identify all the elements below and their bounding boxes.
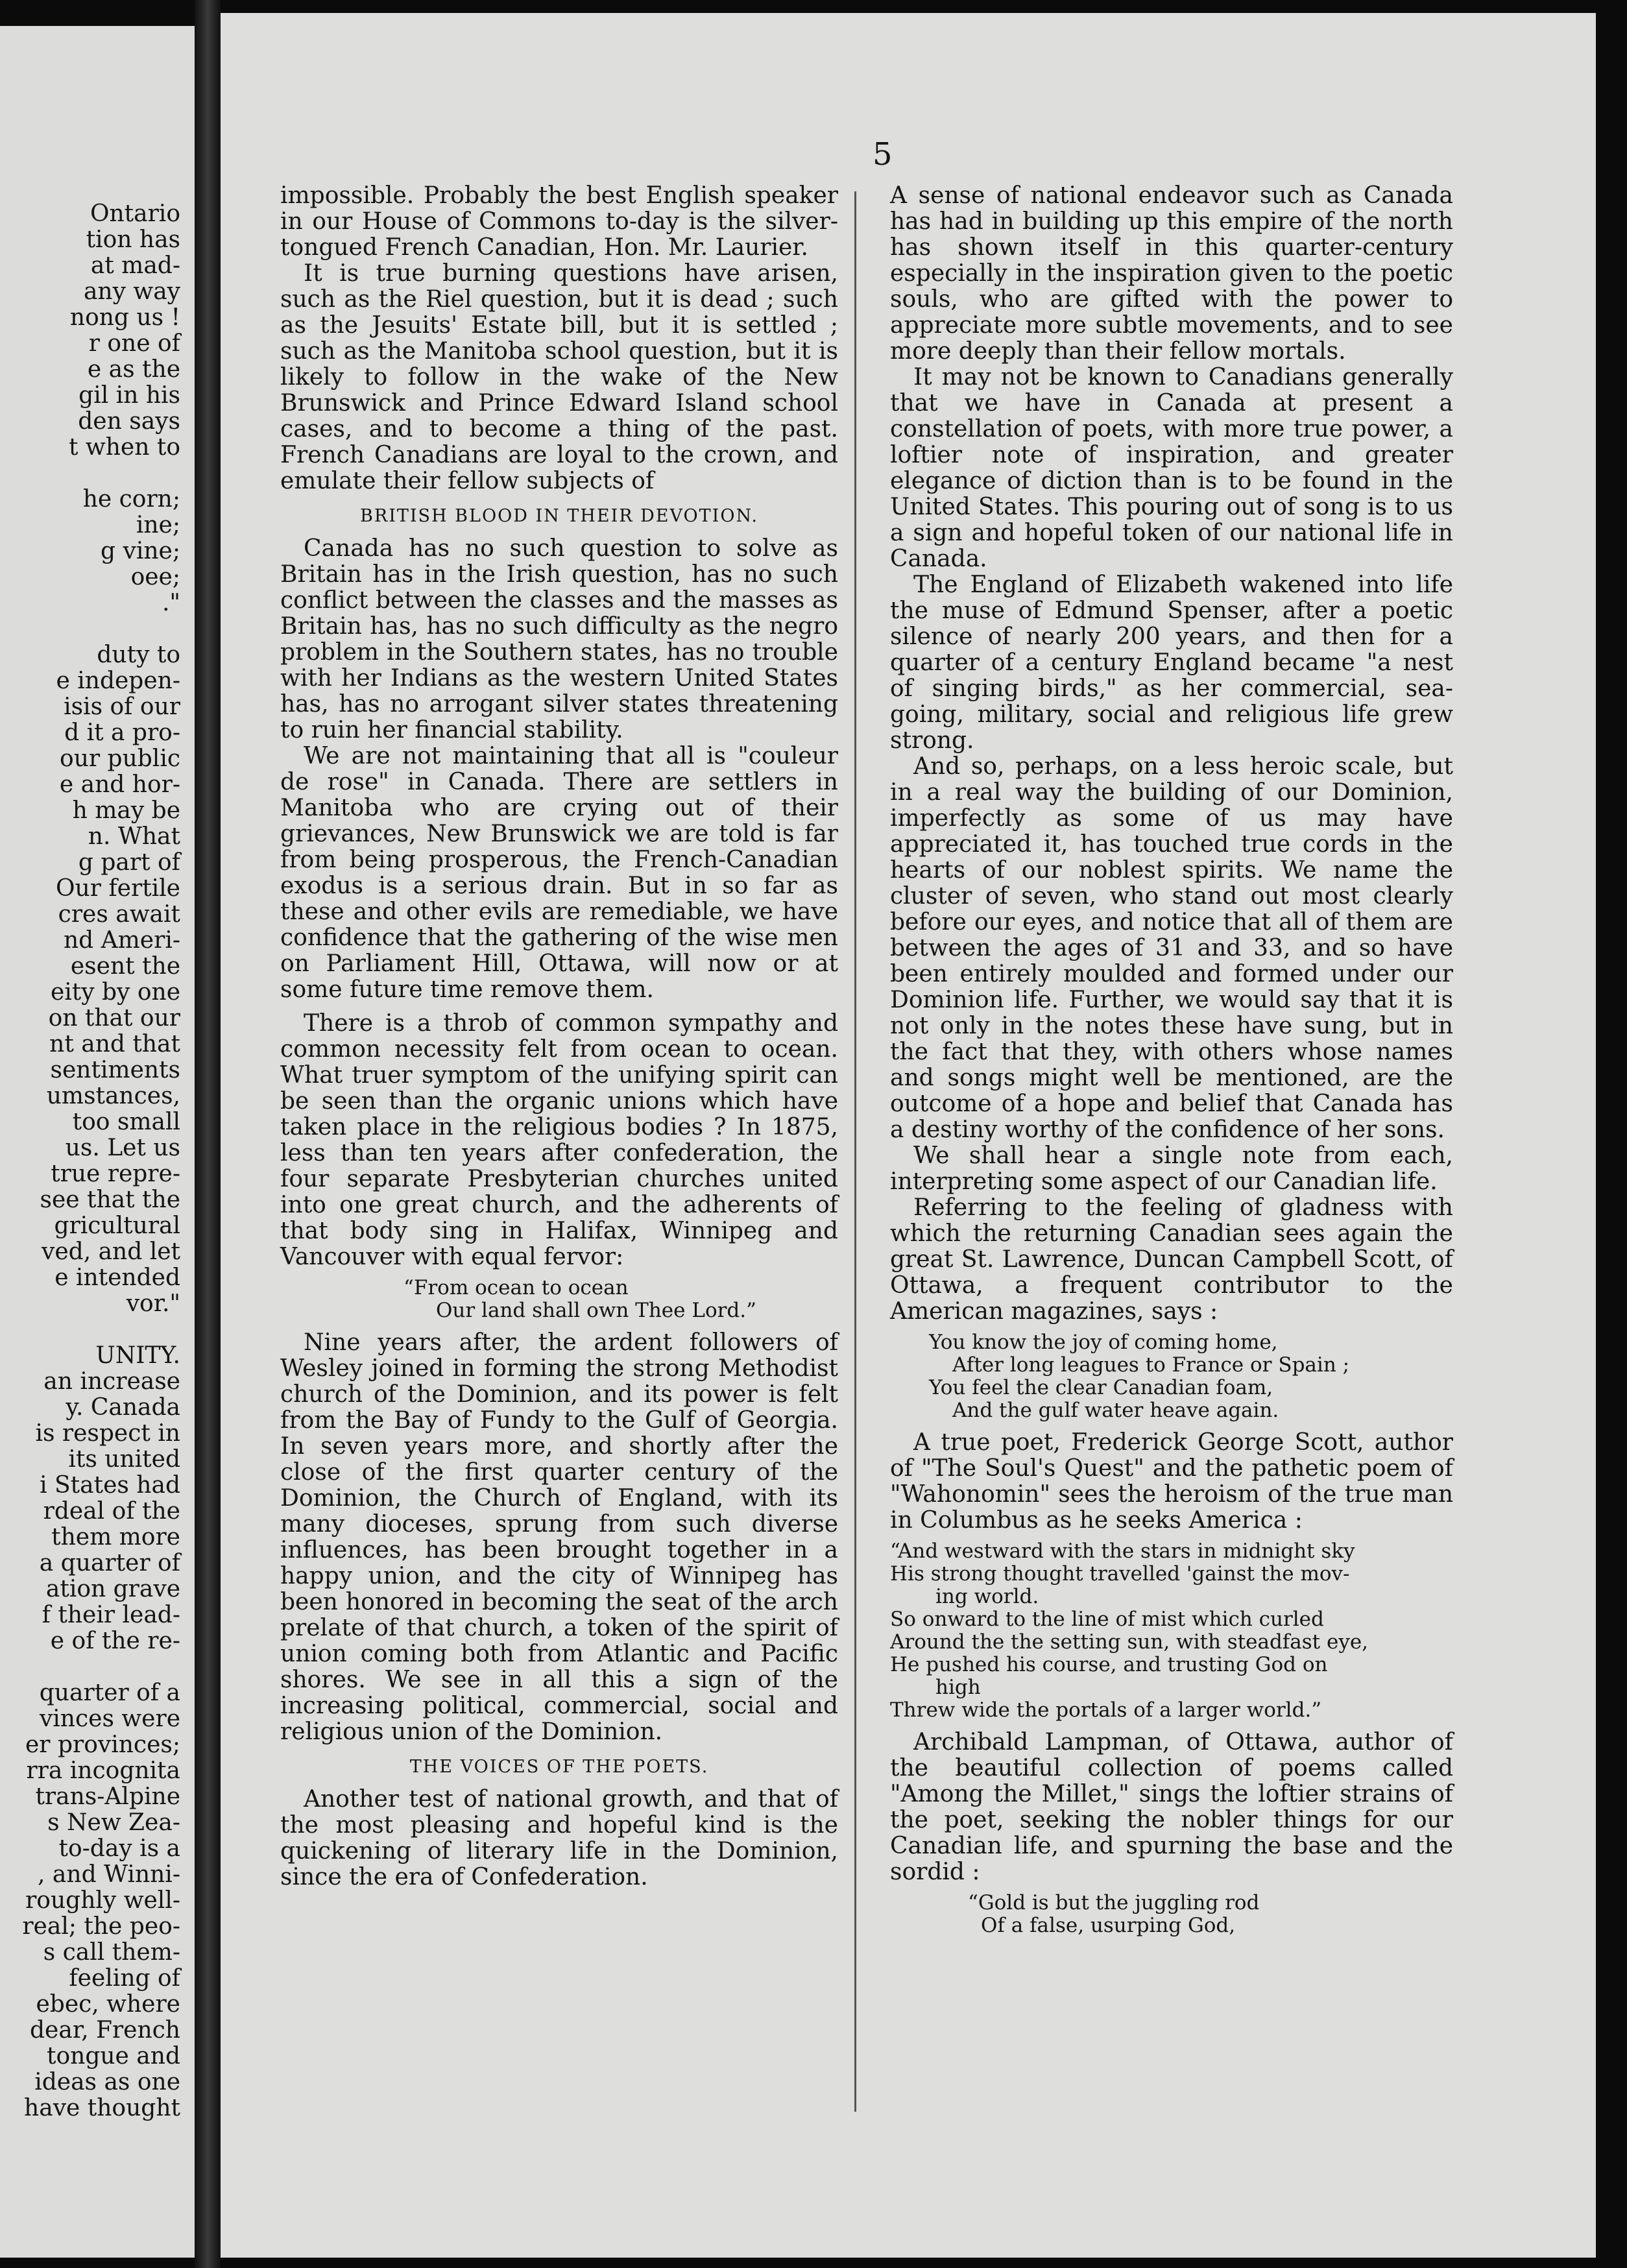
- text-line: isis of our: [64, 694, 180, 720]
- text-line: an increase: [43, 1368, 180, 1395]
- text-line: dear, French: [30, 2017, 180, 2044]
- text-line: r one of: [88, 330, 180, 357]
- text-line: real; the peo-: [22, 1913, 180, 1940]
- section-heading: THE VOICES OF THE POETS.: [409, 1757, 709, 1777]
- text-line: them more: [51, 1524, 180, 1550]
- text-line: tion has: [86, 226, 180, 253]
- text-line: e of the re-: [50, 1628, 180, 1654]
- paragraph: A true poet, Frederick George Scott, author of "The Soul's Quest" and the pathetic poem of "Wahonomin" sees the heroism of the true man in Columbus as he seeks America :: [890, 1429, 1453, 1534]
- text-line: er provinces;: [25, 1731, 180, 1758]
- text-line: ved, and let: [42, 1238, 180, 1265]
- text-line: at mad-: [90, 252, 180, 279]
- verse-line: Threw wide the portals of a larger world.”: [890, 1698, 1322, 1722]
- verse-line: Of a false, usurping God,: [981, 1914, 1236, 1937]
- verse-line: And the gulf water heave again.: [952, 1399, 1279, 1422]
- page: [221, 13, 1596, 2258]
- line-gap: [0, 616, 180, 642]
- text-line: is respect in: [35, 1420, 180, 1447]
- line-gap: [0, 1654, 180, 1680]
- paragraph: Referring to the feeling of gladness with which the returning Canadian sees again the great St. Lawrence, Duncan Campbell Scott, of Ottawa, a frequent contributor to the American magazines, says :: [890, 1194, 1453, 1325]
- text-line: have thought: [24, 2095, 180, 2121]
- paragraph: impossible. Probably the best English speaker in our House of Commons to-day is the silver-tongued French Canadian, Hon. Mr. Laurier.: [280, 182, 838, 261]
- verse-line: He pushed his course, and trusting God on: [890, 1653, 1328, 1676]
- paragraph: A sense of national endeavor such as Canada has had in building up this empire of the north has shown itself in this quarter-century especially in the inspiration given to the poetic souls, who are gifted with the power to appreciate more subtle movements, and to see more deeply than their fellow mortals.: [890, 182, 1453, 365]
- verse-line: After long leagues to France or Spain ;: [952, 1353, 1350, 1377]
- text-line: duty to: [97, 642, 180, 668]
- text-line: ine;: [136, 512, 180, 538]
- text-line: d it a pro-: [64, 719, 180, 746]
- text-line: trans-Alpine: [35, 1783, 180, 1810]
- text-line: ideas as one: [34, 2069, 180, 2095]
- column-left: [280, 183, 838, 1890]
- text-line: too small: [72, 1109, 180, 1135]
- text-line: umstances,: [46, 1083, 180, 1109]
- text-line: any way: [83, 278, 180, 305]
- text-line: s New Zea-: [47, 1809, 180, 1836]
- verse-quote: [280, 1277, 838, 1322]
- verse-line: His strong thought travelled 'gainst the mov-: [890, 1562, 1350, 1586]
- verse-quote: [890, 1892, 1453, 1937]
- paragraph: We are not maintaining that all is "couleur de rose" in Canada. There are settlers in Manitoba who are crying out of their grievances, New Brunswick we are told is far from being prosperous, the French-Canadian exodus is a serious drain. But in so far as these and other evils are remediable, we have confidence that the gathering of the wise men on Parliament Hill, Ottawa, will now or at some future time remove them.: [280, 743, 838, 1003]
- paragraph: It is true burning questions have arisen, such as the Riel question, but it is dead ; such as the Jesuits' Estate bill, but it is settled ; such as the Manitoba school question, but it is likely to follow in the wake of the New Brunswick and Prince Edward Island school cases, and to become a thing of the past. French Canadians are loyal to the crown, and emulate their fellow subjects of: [280, 260, 838, 494]
- text-line: quarter of a: [39, 1680, 180, 1706]
- text-line: g part of: [78, 849, 180, 876]
- text-line: nd Ameri-: [64, 927, 180, 954]
- page-number: 5: [873, 136, 893, 173]
- text-line: sentiments: [50, 1057, 180, 1083]
- text-line: e intended: [54, 1264, 180, 1291]
- text-line: vinces were: [39, 1706, 180, 1732]
- text-line: ebec, where: [36, 1991, 180, 2018]
- text-line: tongue and: [47, 2043, 180, 2069]
- paragraph: And so, perhaps, on a less heroic scale, but in a real way the building of our Dominion, imperfectly as some of us may have appreciated it, has touched true cords in the hearts of our noblest spirits. We name the cluster of seven, who stand out most clearly before our eyes, and notice that all of them are between the ages of 31 and 33, and so have been entirely moulded and formed under our Dominion life. Further, we would say that it is not only in the notes these have sung, but in the fact that they, with others whose names and songs might well be mentioned, are the outcome of a hope and belief that Canada has a destiny worthy of the confidence of her sons.: [890, 753, 1453, 1143]
- previous-page-column: [0, 201, 180, 2121]
- text-line: t when to: [69, 434, 180, 461]
- text-line: nong us !: [69, 304, 180, 331]
- text-line: UNITY.: [95, 1342, 180, 1369]
- text-line: cres await: [58, 901, 180, 928]
- book-gutter: [195, 0, 221, 2268]
- text-line: e as the: [87, 356, 180, 383]
- text-line: feeling of: [69, 1965, 180, 1992]
- text-line: g vine;: [101, 538, 180, 564]
- text-line: on that our: [48, 1005, 180, 1031]
- text-line: i States had: [40, 1472, 180, 1499]
- verse-line: Our land shall own Thee Lord.”: [436, 1299, 756, 1322]
- paragraph: Nine years after, the ardent followers of Wesley joined in forming the strong Methodist church of the Dominion, and its power is felt from the Bay of Fundy to the Gulf of Georgia. In seven years more, and shortly after the close of the first quarter century of the Dominion, the Church of England, with its many dioceses, sprung from such diverse influences, has been brought together in a happy union, and the city of Winnipeg has been honored in becoming the seat of the arch prelate of that church, a token of the spirit of union coming both from Atlantic and Pacific shores. We see in all this a sign of the increasing political, commercial, social and religious union of the Dominion.: [280, 1329, 838, 1745]
- text-line: gil in his: [78, 382, 180, 409]
- text-line: true repre-: [51, 1161, 180, 1187]
- text-line: Our fertile: [56, 875, 180, 902]
- text-line: .": [162, 590, 180, 616]
- verse-line: You feel the clear Canadian foam,: [929, 1376, 1273, 1399]
- scan-border: [1596, 0, 1627, 2268]
- paragraph: Another test of national growth, and that of the most pleasing and hopeful kind is the quickening of literary life in the Dominion, since the era of Confederation.: [280, 1786, 838, 1890]
- text-line: Ontario: [90, 200, 180, 227]
- text-line: f their lead-: [42, 1602, 180, 1628]
- text-line: rdeal of the: [43, 1498, 180, 1525]
- text-line: h may be: [72, 797, 180, 824]
- text-line: eity by one: [50, 979, 180, 1006]
- text-line: , and Winni-: [38, 1861, 180, 1888]
- text-line: nt and that: [49, 1031, 180, 1057]
- paragraph: There is a throb of common sympathy and common necessity felt from ocean to ocean. What truer symptom of the unifying spirit can be seen than the organic unions which have taken place in the religious bodies ? In 1875, less than ten years after confederation, the four separate Presbyterian churches united into one great church, and the adherents of that body sing in Halifax, Winnipeg and Vancouver with equal fervor:: [280, 1010, 838, 1270]
- paragraph: The England of Elizabeth wakened into life the muse of Edmund Spenser, after a poetic silence of nearly 200 years, and then for a quarter of a century England became "a nest of singing birds," as her commercial, sea-going, military, social and religious life grew strong.: [890, 572, 1453, 754]
- verse-line: high: [935, 1676, 981, 1699]
- verse-line: “Gold is but the juggling rod: [968, 1891, 1260, 1914]
- text-line: den says: [78, 408, 180, 435]
- text-line: a quarter of: [39, 1550, 180, 1576]
- text-line: our public: [60, 745, 180, 772]
- paragraph: We shall hear a single note from each, interpreting some aspect of our Canadian life.: [890, 1142, 1453, 1195]
- text-line: see that the: [40, 1187, 180, 1213]
- paragraph: Archibald Lampman, of Ottawa, author of the beautiful collection of poems called "Among the Millet," sings the loftier strains of the poet, seeking the nobler things for our Canadian life, and spurning the base and the sordid :: [890, 1729, 1453, 1885]
- column-divider: [854, 191, 856, 2112]
- text-line: e indepen-: [56, 668, 180, 694]
- verse-line: You know the joy of coming home,: [929, 1331, 1278, 1354]
- text-line: e and hor-: [59, 771, 180, 798]
- text-line: rra incognita: [26, 1757, 180, 1784]
- line-gap: [0, 1317, 180, 1343]
- text-line: oee;: [130, 564, 180, 590]
- text-line: he corn;: [82, 486, 180, 513]
- text-line: its united: [68, 1446, 180, 1473]
- section-heading: BRITISH BLOOD IN THEIR DEVOTION.: [360, 506, 758, 526]
- verse-line: “And westward with the stars in midnight sky: [890, 1539, 1355, 1563]
- text-line: vor.": [126, 1290, 180, 1317]
- verse-quote: [890, 1540, 1453, 1722]
- verse-line: ing world.: [935, 1585, 1039, 1608]
- text-line: roughly well-: [25, 1887, 180, 1914]
- text-line: s call them-: [43, 1939, 180, 1966]
- text-line: to-day is a: [58, 1835, 180, 1862]
- text-line: y. Canada: [66, 1394, 180, 1421]
- verse-line: “From ocean to ocean: [404, 1276, 629, 1299]
- previous-page-fragment: [0, 26, 195, 2258]
- text-line: gricultural: [54, 1212, 180, 1239]
- verse-quote: [890, 1331, 1453, 1422]
- text-line: ation grave: [45, 1576, 180, 1602]
- verse-line: Around the the setting sun, with steadfast eye,: [890, 1630, 1369, 1654]
- line-gap: [0, 461, 180, 487]
- paragraph: Canada has no such question to solve as Britain has in the Irish question, has no such conflict between the classes and the masses as Britain has, has no such difficulty as the negro problem in the Southern states, has no trouble with her Indians as the western United States has, has no arrogant silver states threatening to ruin her financial stability.: [280, 535, 838, 743]
- text-line: esent the: [70, 953, 180, 980]
- text-line: us. Let us: [65, 1135, 180, 1161]
- verse-line: So onward to the line of mist which curled: [890, 1608, 1324, 1631]
- column-right: [890, 183, 1453, 1945]
- paragraph: It may not be known to Canadians generally that we have in Canada at present a constellation of poets, with more true power, a loftier note of inspiration, and greater elegance of diction than is to be found in the United States. This pouring out of song is to us a sign and hopeful token of our national life in Canada.: [890, 364, 1453, 572]
- text-line: n. What: [88, 823, 180, 850]
